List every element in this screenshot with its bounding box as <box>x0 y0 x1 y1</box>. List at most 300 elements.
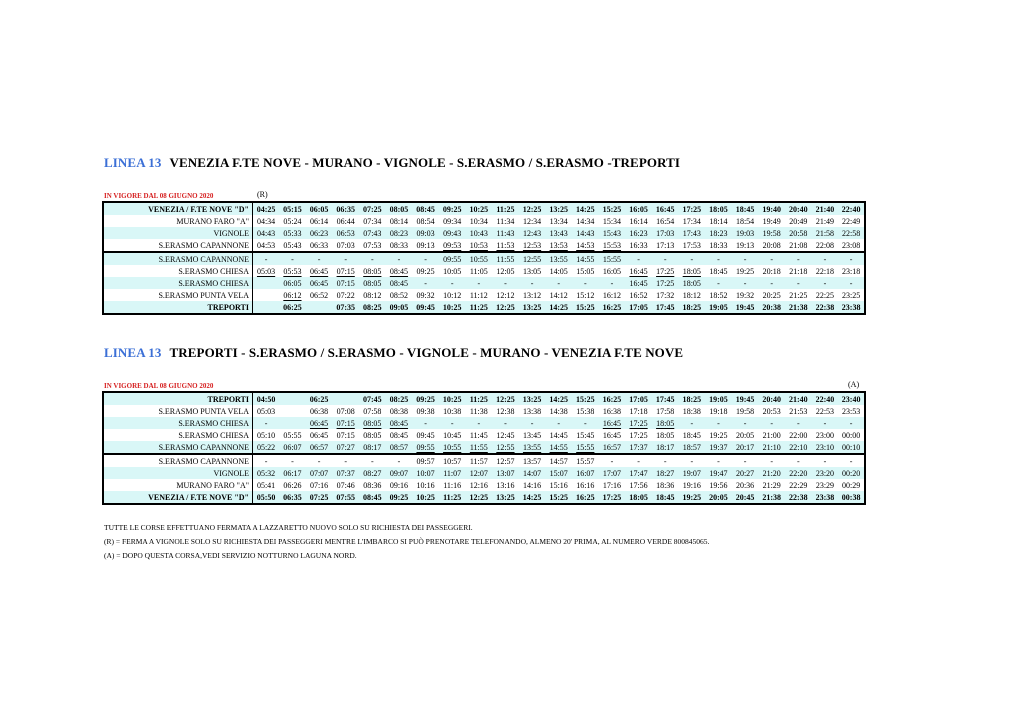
timetable-row <box>103 417 865 429</box>
departure-time: 00:38 <box>838 491 865 504</box>
departure-time: 06:23 <box>306 227 333 239</box>
inbound-route: TREPORTI - S.ERASMO / S.ERASMO - VIGNOLE - MURANO - VENEZIA F.TE NOVE <box>169 345 684 360</box>
departure-time: 23:25 <box>842 290 861 300</box>
timetable-row <box>103 265 865 277</box>
departure-time: 13:34 <box>549 216 568 226</box>
departure-time: - <box>599 277 626 289</box>
departure-time: 09:38 <box>416 406 435 416</box>
timetable-row <box>103 277 865 289</box>
departure-time: - <box>572 277 599 289</box>
departure-time: 13:25 <box>545 202 572 215</box>
departure-time: 12:55 <box>519 252 546 265</box>
departure-time: 13:38 <box>522 406 542 416</box>
departure-time: 07:27 <box>332 441 359 454</box>
departure-time: 22:00 <box>789 430 808 440</box>
departure-time: 17:25 <box>625 417 652 429</box>
departure-time: 12:12 <box>496 290 515 300</box>
departure-time: 09:32 <box>416 290 435 300</box>
inbound-line-label: LINEA 13 <box>104 345 162 360</box>
departure-time: 06:35 <box>332 202 359 215</box>
departure-time: 10:25 <box>412 491 439 504</box>
departure-time: 20:38 <box>758 301 785 314</box>
departure-time: 13:25 <box>492 491 519 504</box>
departure-time: - <box>519 277 546 289</box>
departure-time: 09:55 <box>439 252 466 265</box>
departure-time: 05:24 <box>283 216 302 226</box>
departure-time: 07:22 <box>336 290 355 300</box>
departure-time: - <box>838 252 865 265</box>
departure-time: 09:55 <box>412 441 439 454</box>
departure-time: 12:16 <box>469 480 488 490</box>
departure-time: 11:55 <box>492 252 519 265</box>
departure-time: - <box>785 277 812 289</box>
departure-time: 21:25 <box>789 290 808 300</box>
departure-time <box>253 301 280 314</box>
outbound-validity: IN VIGORE DAL 08 GIUGNO 2020 <box>104 192 214 200</box>
departure-time: 13:12 <box>522 290 542 300</box>
departure-time: 11:34 <box>496 216 515 226</box>
departure-time: 18:05 <box>656 430 675 440</box>
departure-time: 11:25 <box>492 202 519 215</box>
departure-time: 18:05 <box>705 202 732 215</box>
departure-time: 15:45 <box>576 430 595 440</box>
departure-time: 12:25 <box>492 392 519 405</box>
stop-name: S.ERASMO CHIESA <box>103 429 253 441</box>
departure-time: 09:16 <box>389 480 409 490</box>
departure-time: 10:34 <box>469 216 488 226</box>
departure-time: 14:25 <box>572 202 599 215</box>
departure-time: 23:38 <box>812 491 839 504</box>
departure-time: - <box>785 252 812 265</box>
departure-time: 08:12 <box>363 290 382 300</box>
departure-time: - <box>466 417 493 429</box>
stop-name: S.ERASMO CHIESA <box>103 277 253 289</box>
departure-time: - <box>439 277 466 289</box>
departure-time: 12:55 <box>492 441 519 454</box>
departure-time: - <box>812 277 839 289</box>
departure-time: 11:07 <box>439 467 466 479</box>
departure-time: 11:55 <box>466 441 493 454</box>
departure-time: 20:58 <box>785 227 812 239</box>
departure-time: 16:07 <box>572 467 599 479</box>
departure-time: 12:45 <box>496 430 515 440</box>
departure-time: 14:12 <box>549 290 568 300</box>
departure-time: - <box>253 252 280 265</box>
timetable-row <box>103 454 865 467</box>
departure-time: 06:35 <box>279 491 306 504</box>
footnote-a: (A) = DOPO QUESTA CORSA,VEDI SERVIZIO NOTTURNO LAGUNA NORD. <box>104 551 357 560</box>
departure-time: 07:34 <box>363 216 382 226</box>
departure-time: 12:25 <box>492 301 519 314</box>
departure-time: 07:55 <box>332 491 359 504</box>
departure-time: 15:57 <box>572 454 599 467</box>
departure-time: - <box>306 454 333 467</box>
departure-time: 15:34 <box>602 216 622 226</box>
departure-time: 10:53 <box>469 240 488 250</box>
departure-time: - <box>253 454 280 467</box>
departure-time: 16:54 <box>656 216 675 226</box>
departure-time: 08:25 <box>359 301 386 314</box>
departure-time: 10:25 <box>466 202 493 215</box>
departure-time: 20:49 <box>789 216 808 226</box>
departure-time: 22:08 <box>815 240 835 250</box>
departure-time: 20:08 <box>762 240 781 250</box>
departure-time: 07:08 <box>336 406 355 416</box>
departure-time: 21:53 <box>789 406 808 416</box>
departure-time: 15:25 <box>599 202 626 215</box>
departure-time: 13:55 <box>545 252 572 265</box>
departure-time: 13:53 <box>549 240 568 250</box>
departure-time: - <box>705 252 732 265</box>
departure-time: - <box>386 454 413 467</box>
departure-time: - <box>679 417 706 429</box>
departure-time: 18:05 <box>652 417 679 429</box>
departure-time: 21:20 <box>758 467 785 479</box>
departure-time: 07:35 <box>332 301 359 314</box>
departure-time: 07:45 <box>359 392 386 405</box>
departure-time: 13:57 <box>519 454 546 467</box>
departure-time: 17:05 <box>625 392 652 405</box>
departure-time: 16:25 <box>599 392 626 405</box>
departure-time <box>253 277 280 289</box>
departure-time: 19:45 <box>732 392 759 405</box>
departure-time: - <box>785 417 812 429</box>
departure-time: 18:57 <box>679 441 706 454</box>
departure-time: 06:26 <box>283 480 302 490</box>
departure-time: 11:53 <box>496 240 515 250</box>
footnotes <box>104 521 709 563</box>
departure-time: 19:25 <box>735 266 755 276</box>
departure-time: 17:16 <box>602 480 622 490</box>
departure-time: 08:54 <box>416 216 435 226</box>
departure-time: 10:57 <box>439 454 466 467</box>
stop-name: S.ERASMO CHIESA <box>103 417 253 429</box>
departure-time: 08:38 <box>389 406 409 416</box>
departure-time: 06:57 <box>306 441 333 454</box>
departure-time: 09:03 <box>412 227 439 239</box>
departure-time: 07:03 <box>336 240 355 250</box>
departure-time: 14:55 <box>545 441 572 454</box>
departure-time: 09:43 <box>439 227 466 239</box>
departure-time: - <box>332 252 359 265</box>
timetable-row <box>103 227 865 239</box>
departure-time: 17:32 <box>656 290 675 300</box>
departure-time: 07:25 <box>359 202 386 215</box>
departure-time: 14:25 <box>545 392 572 405</box>
departure-time: 06:45 <box>309 266 329 276</box>
departure-time: 17:05 <box>625 301 652 314</box>
departure-time: 18:17 <box>652 441 679 454</box>
departure-time: 16:05 <box>602 266 622 276</box>
departure-time: - <box>838 417 865 429</box>
stop-name: TREPORTI <box>103 392 253 405</box>
departure-time: - <box>679 454 706 467</box>
departure-time: - <box>705 454 732 467</box>
departure-time: 10:12 <box>443 290 462 300</box>
departure-time: 06:33 <box>309 240 329 250</box>
departure-time: 19:40 <box>758 202 785 215</box>
departure-time: 06:45 <box>306 417 333 429</box>
departure-time: 09:53 <box>443 240 462 250</box>
departure-time: 20:45 <box>732 491 759 504</box>
departure-time: 17:53 <box>682 240 701 250</box>
departure-time: 18:52 <box>709 290 728 300</box>
departure-time: 08:25 <box>386 392 413 405</box>
departure-time: 13:43 <box>545 227 572 239</box>
departure-time: 22:38 <box>812 301 839 314</box>
departure-time: 05:10 <box>256 430 276 440</box>
departure-time: - <box>359 454 386 467</box>
stop-name: VENEZIA / F.TE NOVE "D" <box>103 491 253 504</box>
departure-time: 06:05 <box>306 202 333 215</box>
departure-time: 23:10 <box>812 441 839 454</box>
departure-time: 17:37 <box>625 441 652 454</box>
departure-time: 08:27 <box>359 467 386 479</box>
departure-time: 18:45 <box>709 266 728 276</box>
departure-time: 16:38 <box>602 406 622 416</box>
departure-time: 05:50 <box>253 491 280 504</box>
departure-time: 16:25 <box>599 301 626 314</box>
departure-time: 14:25 <box>519 491 546 504</box>
departure-time: - <box>412 277 439 289</box>
departure-time: 16:12 <box>602 290 622 300</box>
departure-time: 17:25 <box>629 430 648 440</box>
departure-time: 15:38 <box>576 406 595 416</box>
departure-time: 21:18 <box>789 266 808 276</box>
departure-time: 06:45 <box>306 277 333 289</box>
timetable-row <box>103 479 865 491</box>
departure-time: 22:10 <box>785 441 812 454</box>
departure-time: 16:45 <box>625 277 652 289</box>
departure-time: 09:25 <box>439 202 466 215</box>
departure-time: 20:27 <box>732 467 759 479</box>
departure-time: 12:25 <box>519 202 546 215</box>
departure-time: 18:23 <box>705 227 732 239</box>
departure-time: 14:16 <box>522 480 542 490</box>
outbound-flag-r: (R) <box>257 190 268 199</box>
departure-time: 19:03 <box>732 227 759 239</box>
departure-time: 06:44 <box>336 216 355 226</box>
departure-time: 14:57 <box>545 454 572 467</box>
departure-time: 16:33 <box>629 240 648 250</box>
departure-time: 08:23 <box>386 227 413 239</box>
departure-time: - <box>599 454 626 467</box>
departure-time: 10:25 <box>439 301 466 314</box>
departure-time: 11:25 <box>466 301 493 314</box>
departure-time: 14:55 <box>572 252 599 265</box>
timetable-row <box>103 289 865 301</box>
departure-time: 07:58 <box>363 406 382 416</box>
departure-time: 08:05 <box>359 277 386 289</box>
departure-time: 07:25 <box>306 491 333 504</box>
departure-time: 22:18 <box>815 266 835 276</box>
timetable-row <box>103 239 865 252</box>
departure-time: 23:20 <box>812 467 839 479</box>
departure-time: 09:13 <box>416 240 435 250</box>
departure-time: 05:41 <box>256 480 276 490</box>
departure-time: 09:07 <box>386 467 413 479</box>
departure-time: 16:52 <box>629 290 648 300</box>
departure-time: 09:25 <box>416 266 435 276</box>
departure-time: 19:37 <box>705 441 732 454</box>
stop-name: MURANO FARO "A" <box>103 479 253 491</box>
departure-time: 08:45 <box>389 266 409 276</box>
inbound-flag-a: (A) <box>848 380 860 389</box>
timetable-row <box>103 202 865 215</box>
departure-time: 23:38 <box>838 301 865 314</box>
departure-time: 00:29 <box>842 480 861 490</box>
departure-time: 14:45 <box>549 430 568 440</box>
departure-time: 19:47 <box>705 467 732 479</box>
departure-time: 13:45 <box>522 430 542 440</box>
departure-time: 16:25 <box>572 491 599 504</box>
departure-time: - <box>732 417 759 429</box>
timetable-row <box>103 215 865 227</box>
departure-time: 08:52 <box>389 290 409 300</box>
departure-time: 11:38 <box>469 406 488 416</box>
departure-time: 08:05 <box>359 417 386 429</box>
departure-time: 12:53 <box>522 240 542 250</box>
departure-time: 18:45 <box>732 202 759 215</box>
departure-time: 12:38 <box>496 406 515 416</box>
departure-time: 06:25 <box>279 301 306 314</box>
departure-time: - <box>758 277 785 289</box>
departure-time: 21:38 <box>758 491 785 504</box>
departure-time: 22:29 <box>789 480 808 490</box>
departure-time: 14:53 <box>576 240 595 250</box>
departure-time: - <box>545 277 572 289</box>
departure-time: - <box>306 252 333 265</box>
departure-time: 08:45 <box>389 430 409 440</box>
departure-time: 10:43 <box>466 227 493 239</box>
departure-time: 00:20 <box>838 467 865 479</box>
departure-time: 09:34 <box>443 216 462 226</box>
departure-time: 05:53 <box>283 266 302 276</box>
departure-time: 19:16 <box>682 480 701 490</box>
departure-time <box>279 392 306 405</box>
departure-time: 15:12 <box>576 290 595 300</box>
departure-time: 17:47 <box>625 467 652 479</box>
departure-time: 06:53 <box>332 227 359 239</box>
departure-time: 12:57 <box>492 454 519 467</box>
departure-time: 21:10 <box>758 441 785 454</box>
departure-time: 17:07 <box>599 467 626 479</box>
departure-time: 19:13 <box>735 240 755 250</box>
departure-time: 04:53 <box>256 240 276 250</box>
departure-time: 09:57 <box>412 454 439 467</box>
departure-time: - <box>812 417 839 429</box>
departure-time: - <box>572 417 599 429</box>
stop-name: S.ERASMO CAPANNONE <box>103 441 253 454</box>
departure-time: 17:58 <box>656 406 675 416</box>
departure-time: 08:33 <box>389 240 409 250</box>
departure-time: 05:55 <box>283 430 302 440</box>
departure-time: 16:16 <box>576 480 595 490</box>
departure-time: 07:37 <box>332 467 359 479</box>
departure-time: 18:54 <box>735 216 755 226</box>
departure-time: 08:05 <box>363 266 382 276</box>
departure-time: 18:38 <box>682 406 701 416</box>
departure-time: 05:43 <box>283 240 302 250</box>
departure-time: 22:38 <box>785 491 812 504</box>
departure-time: 19:05 <box>705 392 732 405</box>
departure-time: 05:15 <box>279 202 306 215</box>
departure-time: 06:05 <box>279 277 306 289</box>
departure-time: 13:55 <box>519 441 546 454</box>
departure-time: - <box>332 454 359 467</box>
stop-name: VIGNOLE <box>103 227 253 239</box>
stop-name: S.ERASMO CAPANNONE <box>103 454 253 467</box>
departure-time: 08:45 <box>359 491 386 504</box>
departure-time: 13:25 <box>519 301 546 314</box>
departure-time: 20:17 <box>732 441 759 454</box>
departure-time: 18:45 <box>652 491 679 504</box>
departure-time: 10:55 <box>439 441 466 454</box>
departure-time: 16:23 <box>625 227 652 239</box>
stop-name: VIGNOLE <box>103 467 253 479</box>
departure-time: 17:34 <box>682 216 701 226</box>
departure-time: 06:25 <box>306 392 333 405</box>
timetable-row <box>103 467 865 479</box>
departure-time: 12:43 <box>519 227 546 239</box>
departure-time: 10:45 <box>443 430 462 440</box>
departure-time: 15:25 <box>572 301 599 314</box>
departure-time: 20:40 <box>758 392 785 405</box>
departure-time: 08:05 <box>363 430 382 440</box>
departure-time: 23:40 <box>838 392 865 405</box>
departure-time: - <box>812 252 839 265</box>
departure-time: - <box>625 252 652 265</box>
departure-time: 19:07 <box>679 467 706 479</box>
footnote-lazzaretto: TUTTE LE CORSE EFFETTUANO FERMATA A LAZZARETTO NUOVO SOLO SU RICHIESTA DEI PASSEGGERI. <box>104 523 473 532</box>
departure-time: - <box>838 454 865 467</box>
departure-time: 06:14 <box>309 216 329 226</box>
departure-time: 17:56 <box>629 480 648 490</box>
departure-time: 07:16 <box>309 480 329 490</box>
stop-name: S.ERASMO CAPANNONE <box>103 252 253 265</box>
departure-time: 23:18 <box>842 266 861 276</box>
departure-time: 21:00 <box>762 430 781 440</box>
departure-time: - <box>758 417 785 429</box>
departure-time: 08:14 <box>389 216 409 226</box>
outbound-route: VENEZIA F.TE NOVE - MURANO - VIGNOLE - S.ERASMO / S.ERASMO -TREPORTI <box>169 155 681 170</box>
departure-time: - <box>279 252 306 265</box>
departure-time: 16:57 <box>599 441 626 454</box>
departure-time: 19:58 <box>735 406 755 416</box>
departure-time: 21:08 <box>789 240 808 250</box>
departure-time: - <box>412 252 439 265</box>
departure-time: 04:50 <box>253 392 280 405</box>
departure-time: 07:15 <box>336 266 355 276</box>
departure-time: 07:46 <box>336 480 355 490</box>
departure-time: 10:38 <box>443 406 462 416</box>
departure-time: 05:32 <box>253 467 280 479</box>
departure-time: 22:25 <box>815 290 835 300</box>
departure-time: 12:34 <box>522 216 542 226</box>
departure-time: 10:16 <box>416 480 435 490</box>
outbound-title <box>104 155 680 171</box>
departure-time: 10:05 <box>443 266 462 276</box>
departure-time: 14:38 <box>549 406 568 416</box>
departure-time: 16:45 <box>652 202 679 215</box>
departure-time: 12:05 <box>496 266 515 276</box>
departure-time: 15:53 <box>602 240 622 250</box>
departure-time: 19:25 <box>709 430 728 440</box>
departure-time: - <box>492 277 519 289</box>
timetable-row <box>103 491 865 504</box>
departure-time: 20:40 <box>785 202 812 215</box>
departure-time: 19:32 <box>735 290 755 300</box>
